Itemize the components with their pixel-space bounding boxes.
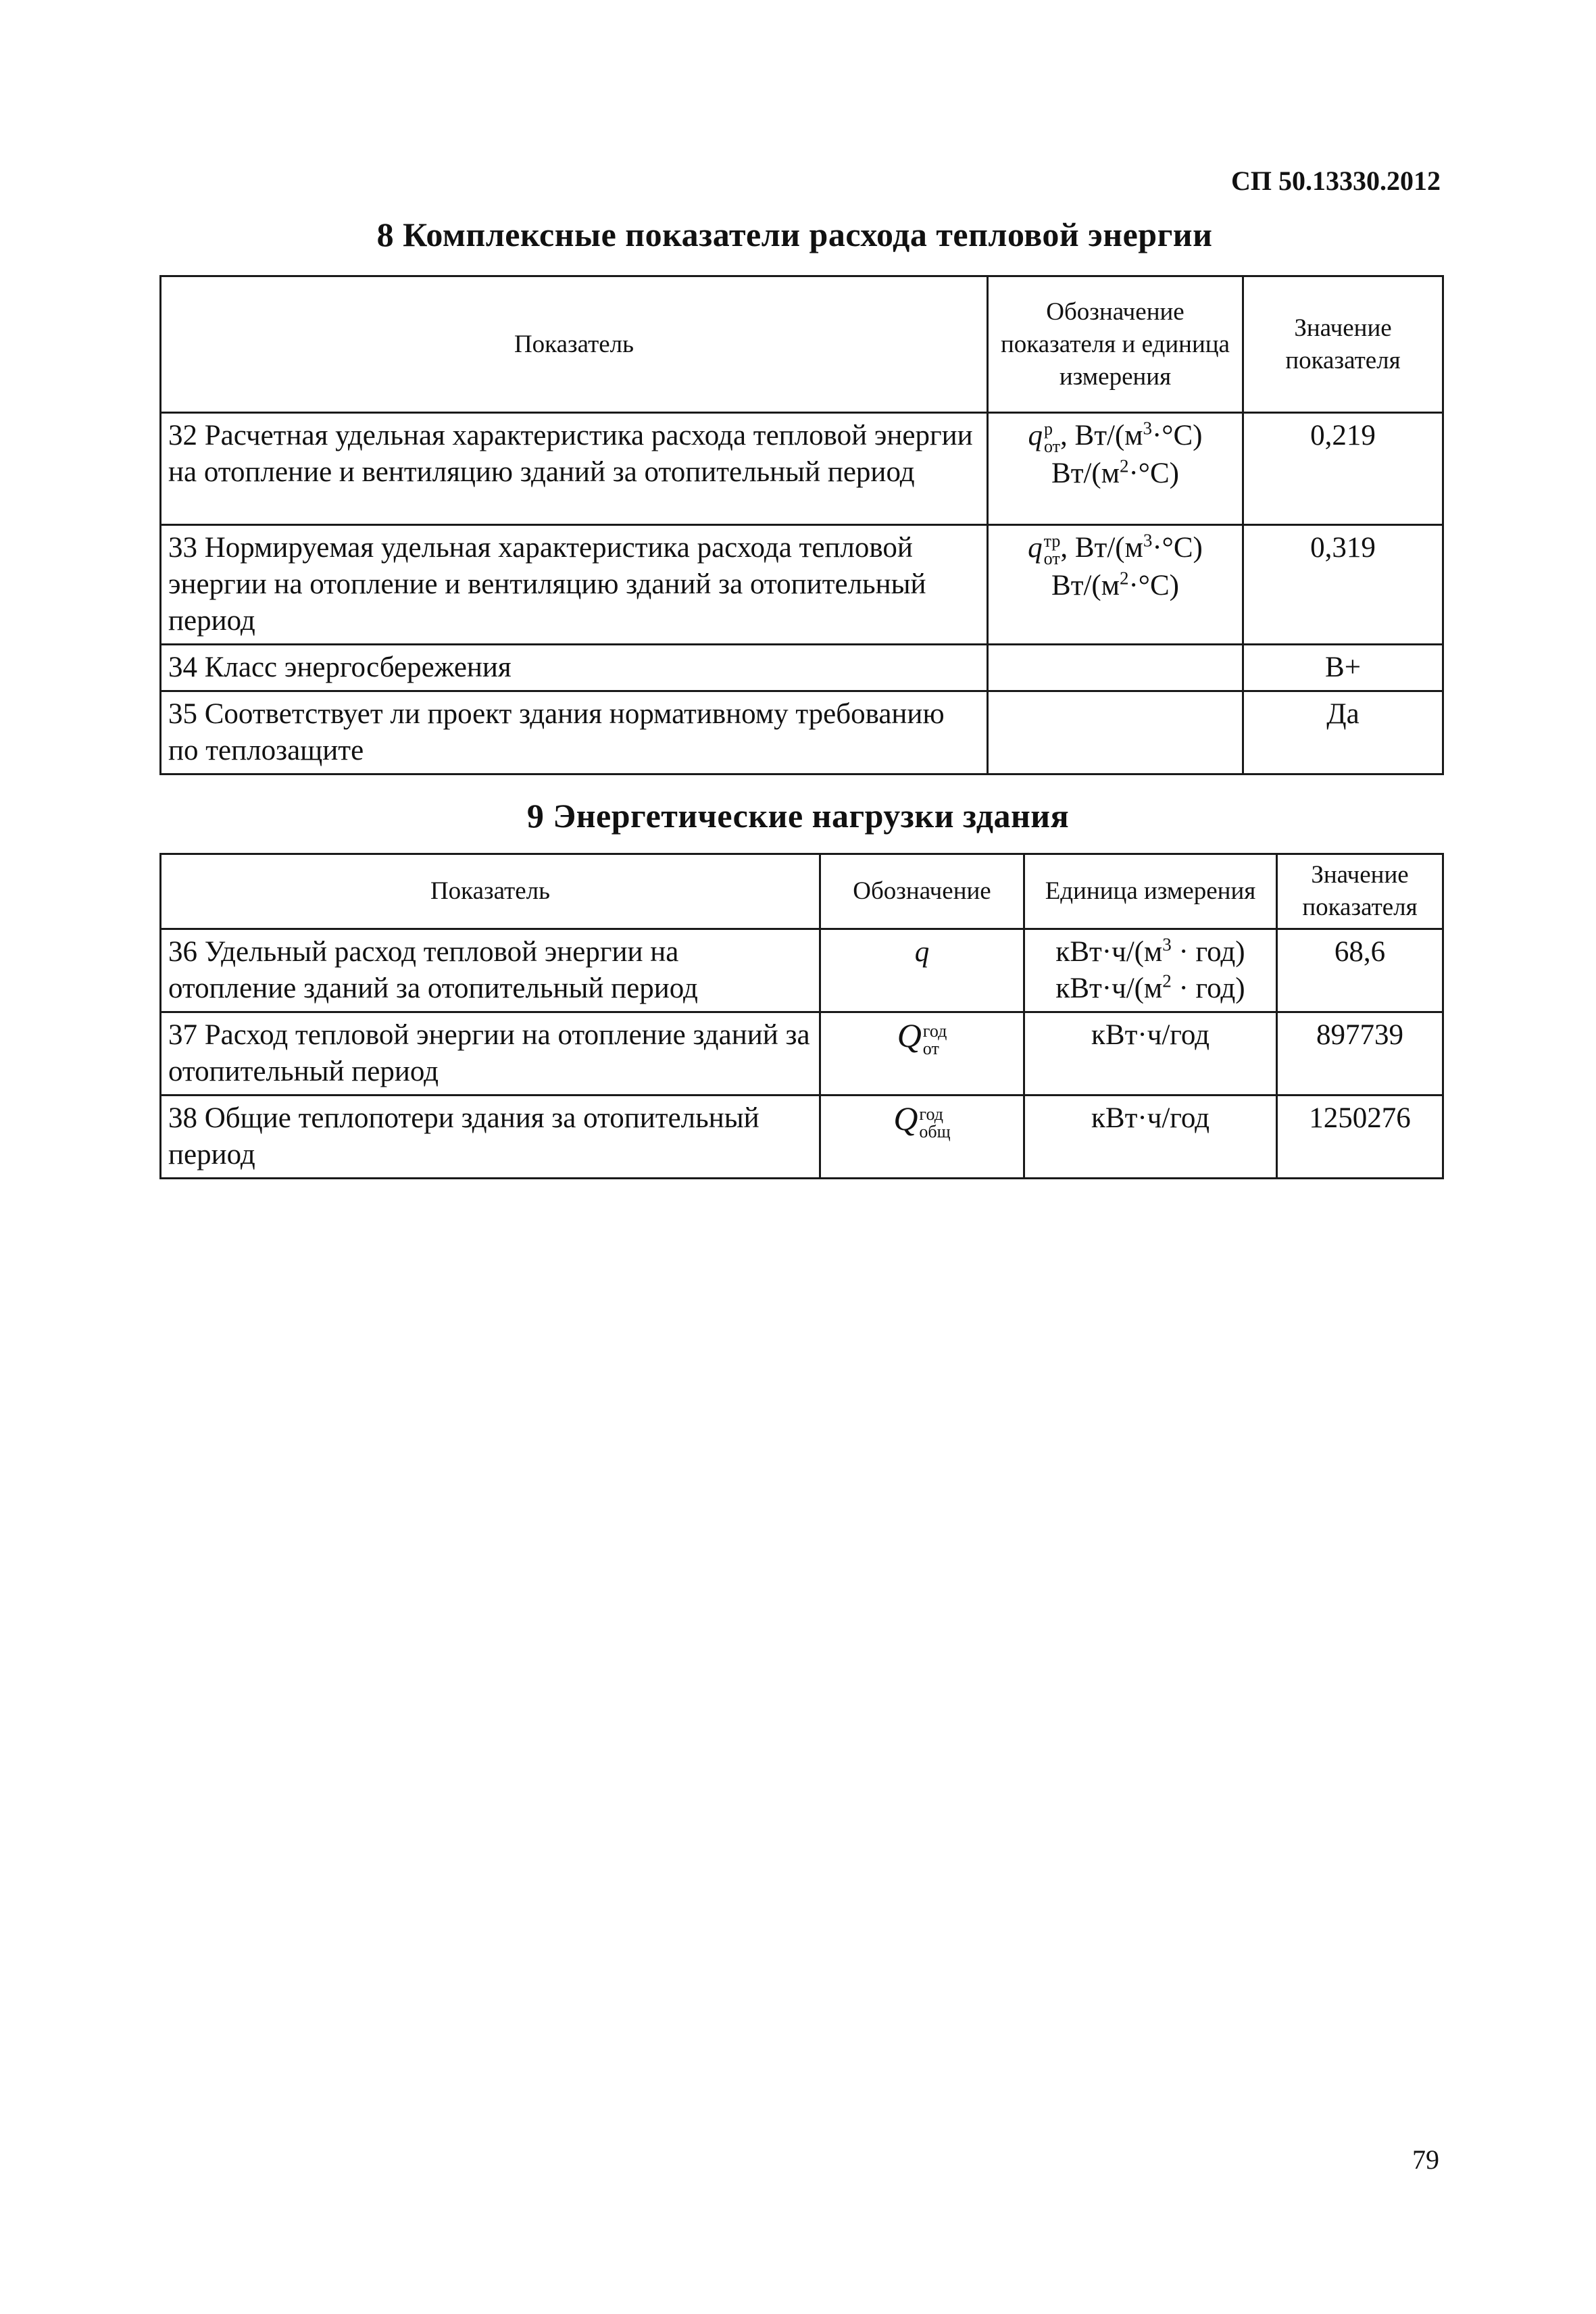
indicator-cell: 38 Общие теплопотери здания за отопительный период (161, 1096, 820, 1179)
unit-cell (1024, 929, 1277, 1012)
unit-cell: кВт·ч/год (1024, 1096, 1277, 1179)
unit-text: ·°С) (1151, 420, 1203, 451)
unit-exponent: 2 (1119, 456, 1129, 476)
symbol: q (914, 936, 930, 968)
unit-text: ·°С) (1128, 570, 1179, 602)
unit-text: · год) (1171, 936, 1245, 968)
header-indicator: Показатель (161, 276, 988, 413)
header-designation: Обозначение показателя и единица измерения (988, 276, 1243, 413)
unit-text: ·°С) (1128, 458, 1179, 490)
unit-text: ·°С) (1152, 532, 1203, 564)
superscript: р (1044, 419, 1053, 439)
table-row (161, 645, 1443, 691)
indicator-cell: 33 Нормируемая удельная характеристика расхода тепловой энергии на отопление и вентиляцию зданий за отопительный период (161, 525, 988, 645)
header-designation: Обозначение (820, 854, 1024, 929)
subscript: от (922, 1039, 939, 1059)
table-row (161, 413, 1443, 525)
designation-cell (820, 1012, 1024, 1096)
unit-text: Вт/(м (1051, 458, 1120, 490)
value-cell: 897739 (1277, 1012, 1443, 1096)
header-indicator: Показатель (161, 854, 820, 929)
designation-cell (820, 929, 1024, 1012)
section-9-table (159, 853, 1444, 1179)
header-unit: Единица измерения (1024, 854, 1277, 929)
value-cell: В+ (1243, 645, 1443, 691)
unit-exponent: 3 (1143, 530, 1153, 551)
table-row (161, 525, 1443, 645)
table-row (161, 929, 1443, 1012)
indicator-cell: 37 Расход тепловой энергии на отопление зданий за отопительный период (161, 1012, 820, 1096)
unit-exponent: 3 (1143, 418, 1152, 439)
symbol: q (1028, 532, 1043, 564)
table-header-row (161, 276, 1443, 413)
designation-cell (820, 1096, 1024, 1179)
unit-text: кВт·ч/(м (1055, 936, 1163, 968)
table-row (161, 1096, 1443, 1179)
header-value: Значение показателя (1243, 276, 1443, 413)
designation-cell (988, 645, 1243, 691)
designation-cell (988, 691, 1243, 774)
table-header-row (161, 854, 1443, 929)
table-row (161, 691, 1443, 774)
superscript: тр (1043, 531, 1061, 551)
unit-text: , Вт/(м (1060, 420, 1143, 451)
value-cell: 68,6 (1277, 929, 1443, 1012)
unit-exponent: 2 (1162, 970, 1172, 991)
table-row (161, 1012, 1443, 1096)
unit-text: · год) (1171, 973, 1245, 1004)
indicator-cell: 34 Класс энергосбережения (161, 645, 988, 691)
unit-exponent: 3 (1162, 934, 1172, 955)
symbol: Q (893, 1100, 918, 1137)
section-9-title: 9 Энергетические нагрузки здания (526, 797, 1070, 835)
unit-text: , Вт/(м (1060, 532, 1143, 564)
symbol: Q (897, 1016, 922, 1054)
unit-text: Вт/(м (1051, 570, 1120, 602)
designation-cell (988, 413, 1243, 525)
subscript: от (1043, 549, 1060, 569)
unit-exponent: 2 (1119, 568, 1129, 589)
value-cell: 0,219 (1243, 413, 1443, 525)
unit-text: кВт·ч/(м (1055, 973, 1163, 1004)
unit-cell: кВт·ч/год (1024, 1012, 1277, 1096)
value-cell: 0,319 (1243, 525, 1443, 645)
indicator-cell: 32 Расчетная удельная характеристика расхода тепловой энергии на отопление и вентиляцию зданий за отопительный период (161, 413, 988, 525)
page-number: 79 (1412, 2144, 1439, 2175)
superscript: год (922, 1021, 947, 1041)
document-code: СП 50.13330.2012 (1231, 166, 1441, 196)
indicator-cell: 36 Удельный расход тепловой энергии на отопление зданий за отопительный период (161, 929, 820, 1012)
symbol: q (1028, 420, 1043, 451)
section-8-title: 8 Комплексные показатели расхода тепловой энергии (376, 216, 1213, 253)
value-cell: 1250276 (1277, 1096, 1443, 1179)
subscript: общ (919, 1122, 951, 1142)
section-8-table (159, 275, 1444, 775)
subscript: от (1044, 437, 1061, 457)
header-value: Значение показателя (1277, 854, 1443, 929)
value-cell: Да (1243, 691, 1443, 774)
indicator-cell: 35 Соответствует ли проект здания нормативному требованию по теплозащите (161, 691, 988, 774)
superscript: год (919, 1104, 943, 1125)
designation-cell (988, 525, 1243, 645)
